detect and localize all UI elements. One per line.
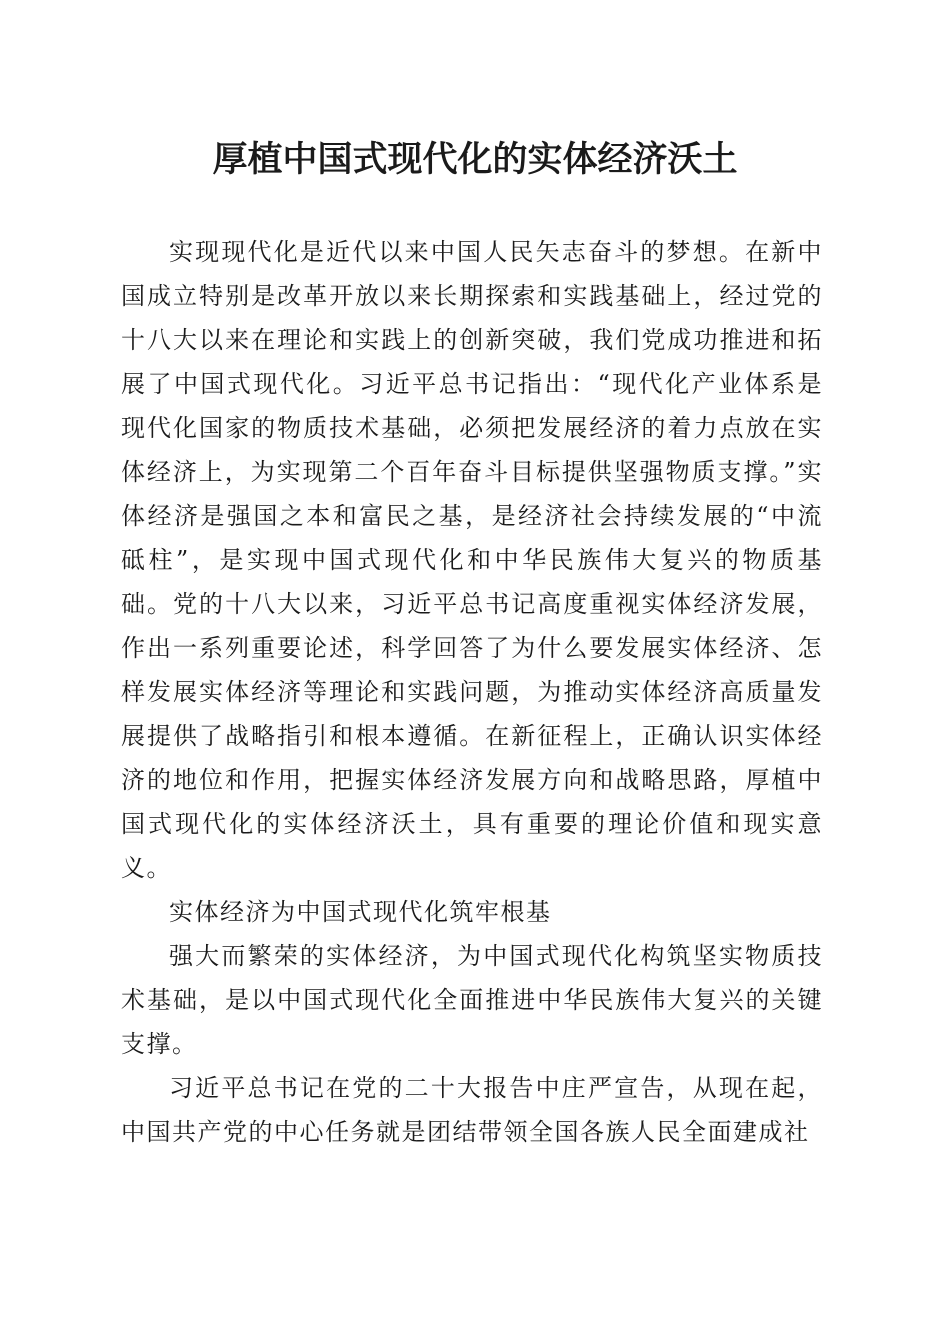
- document-body: [121, 230, 823, 1154]
- section-paragraph: 习近平总书记在党的二十大报告中庄严宣告，从现在起，中国共产党的中心任务就是团结带领全国各族人民全面建成社: [121, 1074, 823, 1146]
- section-paragraph: 强大而繁荣的实体经济，为中国式现代化构筑坚实物质技术基础，是以中国式现代化全面推进中华民族伟大复兴的关键支撑。: [121, 942, 823, 1058]
- section-heading: 实体经济为中国式现代化筑牢根基: [169, 898, 552, 926]
- intro-paragraph: 实现现代化是近代以来中国人民矢志奋斗的梦想。在新中国成立特别是改革开放以来长期探索和实践基础上，经过党的十八大以来在理论和实践上的创新突破，我们党成功推进和拓展了中国式现代化。习近平总书记指出：“现代化产业体系是现代化国家的物质技术基础，必须把发展经济的着力点放在实体经济上，为实现第二个百年奋斗目标提供坚强物质支撑。”实体经济是强国之本和富民之基，是经济社会持续发展的“中流砥柱”，是实现中国式现代化和中华民族伟大复兴的物质基础。党的十八大以来，习近平总书记高度重视实体经济发展，作出一系列重要论述，科学回答了为什么要发展实体经济、怎样发展实体经济等理论和实践问题，为推动实体经济高质量发展提供了战略指引和根本遵循。在新征程上，正确认识实体经济的地位和作用，把握实体经济发展方向和战略思路，厚植中国式现代化的实体经济沃土，具有重要的理论价值和现实意义。: [121, 238, 823, 882]
- document-title: 厚植中国式现代化的实体经济沃土: [212, 139, 738, 180]
